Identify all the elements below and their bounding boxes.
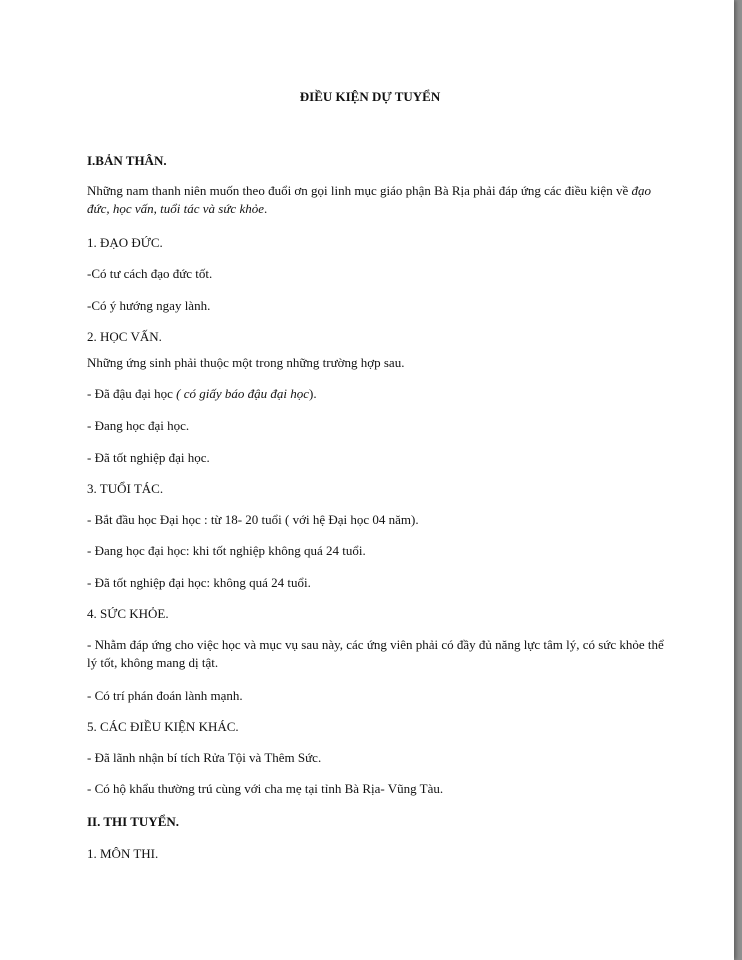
heading-mon-thi: 1. MÔN THI. <box>87 846 159 861</box>
tuoi-tac-item-3: - Đã tốt nghiệp đại học: không quá 24 tuổi. <box>87 575 311 590</box>
hoc-van-item-1-text: - Đã đậu đại học <box>87 386 177 401</box>
heading-dao-duc: 1. ĐẠO ĐỨC. <box>87 235 163 250</box>
intro-paragraph <box>87 182 667 218</box>
heading-suc-khoe: 4. SỨC KHỎE. <box>87 606 169 621</box>
hoc-van-item-3: - Đã tốt nghiệp đại học. <box>87 450 210 465</box>
intro-end: . <box>264 201 268 216</box>
dao-duc-item-1: -Có tư cách đạo đức tốt. <box>87 266 213 281</box>
hoc-van-item-1 <box>87 385 317 402</box>
suc-khoe-item-1: - Nhằm đáp ứng cho việc học và mục vụ sau này, các ứng viên phải có đầy đủ năng lực tâm lý, có sức khỏe thể lý tốt, không mang dị tật. <box>87 637 664 670</box>
hoc-van-item-2: - Đang học đại học. <box>87 418 190 433</box>
khac-item-2: - Có hộ khẩu thường trú cùng với cha mẹ tại tỉnh Bà Rịa- Vũng Tàu. <box>87 781 444 796</box>
section-heading-ban-than: I.BẢN THÂN. <box>87 153 167 168</box>
intro-italic: đạo đức, học vấn, tuổi tác và sức khỏe <box>87 183 651 216</box>
hoc-van-intro: Những ứng sinh phải thuộc một trong những trường hợp sau. <box>87 355 405 370</box>
tuoi-tac-item-1: - Bắt đầu học Đại học : từ 18- 20 tuổi ( với hệ Đại học 04 năm). <box>87 512 419 527</box>
dao-duc-item-2: -Có ý hướng ngay lành. <box>87 298 211 313</box>
heading-hoc-van: 2. HỌC VẤN. <box>87 329 162 344</box>
document-title: ĐIỀU KIỆN DỰ TUYỂN <box>299 89 441 104</box>
intro-text: Những nam thanh niên muốn theo đuổi ơn gọi linh mục giáo phận Bà Rịa phải đáp ứng các điều kiện về <box>87 183 632 198</box>
hoc-van-item-1-italic: ( có giấy báo đậu đại học <box>176 386 310 401</box>
suc-khoe-item-2: - Có trí phán đoán lành mạnh. <box>87 688 243 703</box>
heading-tuoi-tac: 3. TUỔI TÁC. <box>87 481 164 496</box>
heading-dieu-kien-khac: 5. CÁC ĐIỀU KIỆN KHÁC. <box>87 719 239 734</box>
section-heading-thi-tuyen: II. THI TUYỂN. <box>87 814 179 829</box>
tuoi-tac-item-2: - Đang học đại học: khi tốt nghiệp không quá 24 tuổi. <box>87 543 366 558</box>
hoc-van-item-1-end: ). <box>309 386 317 401</box>
khac-item-1: - Đã lãnh nhận bí tích Rửa Tội và Thêm Sức. <box>87 750 322 765</box>
